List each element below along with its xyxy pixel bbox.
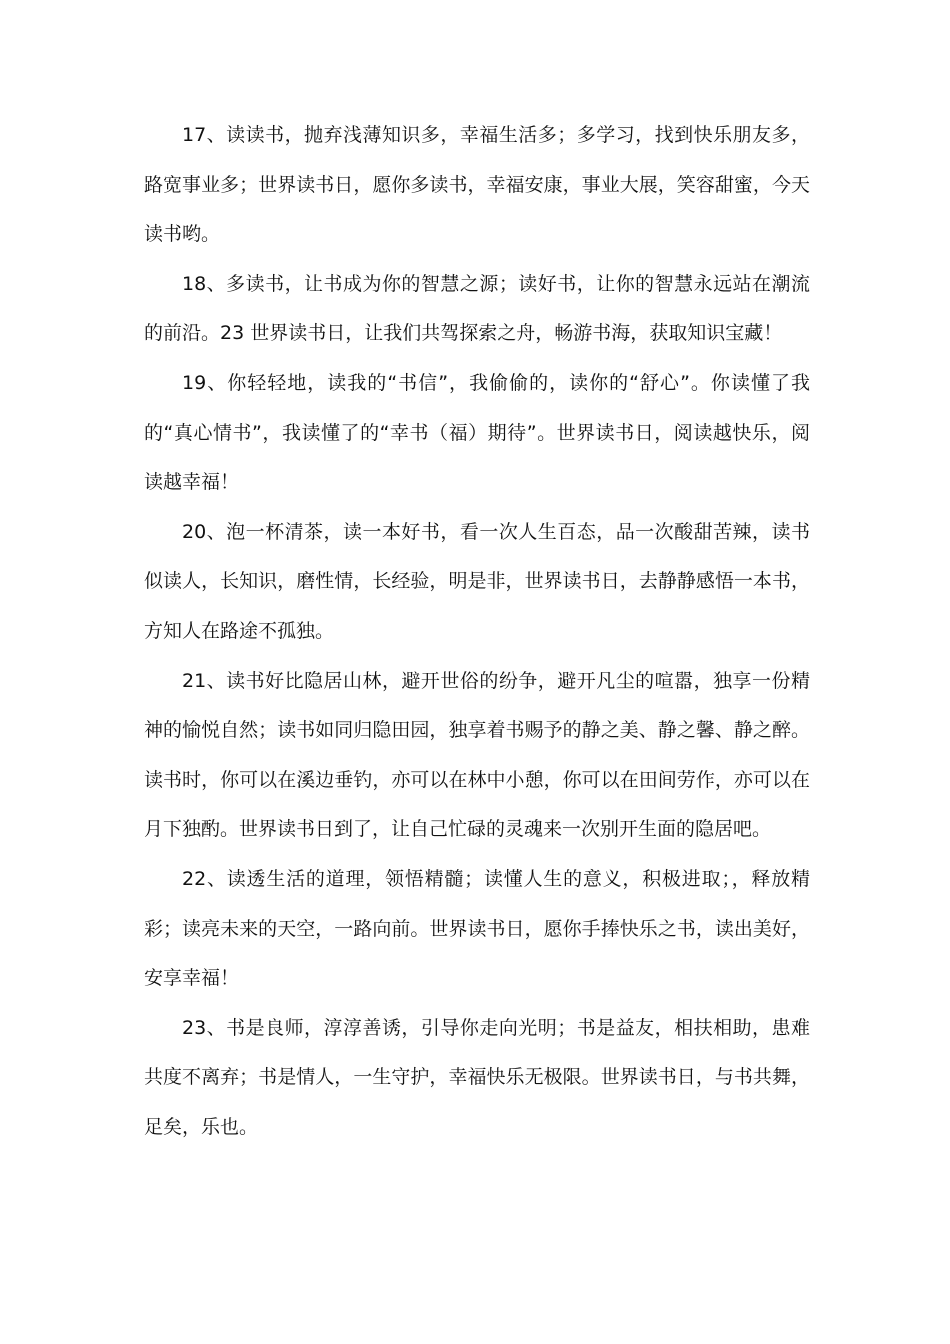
paragraph-19: 19、你轻轻地，读我的“书信”，我偷偷的，读你的“舒心”。你读懂了我的“真心情书”，我读懂了的“幸书（福）期待”。世界读书日，阅读越快乐，阅读越幸福！ bbox=[144, 371, 810, 494]
paragraph-23: 23、书是良师，淳淳善诱，引导你走向光明；书是益友，相扶相助，患难共度不离弃；书是情人，一生守护，幸福快乐无极限。世界读书日，与书共舞，足矣，乐也。 bbox=[144, 1016, 810, 1138]
paragraph-20: 20、泡一杯清茶，读一本好书，看一次人生百态，品一次酸甜苦辣，读书似读人，长知识，磨性情，长经验，明是非，世界读书日，去静静感悟一本书，方知人在路途不孤独。 bbox=[144, 520, 810, 642]
paragraph-18: 18、多读书，让书成为你的智慧之源；读好书，让你的智慧永远站在潮流的前沿。23 世界读书日，让我们共驾探索之舟，畅游书海，获取知识宝藏！ bbox=[144, 272, 810, 345]
paragraph-21: 21、读书好比隐居山林，避开世俗的纷争，避开凡尘的喧嚣，独享一份精神的愉悦自然；读书如同归隐田园，独享着书赐予的静之美、静之馨、静之醉。读书时，你可以在溪边垂钓，亦可以在林中小憩，你可以在田间劳作，亦可以在月下独酌。世界读书日到了，让自己忙碌的灵魂来一次别开生面的隐居吧。 bbox=[144, 669, 810, 841]
paragraph-22: 22、读透生活的道理，领悟精髓；读懂人生的意义，积极进取；，释放精彩；读亮未来的天空，一路向前。世界读书日，愿你手捧快乐之书，读出美好，安享幸福！ bbox=[144, 867, 810, 990]
document-body bbox=[144, 111, 810, 1152]
paragraph-17: 17、读读书，抛弃浅薄知识多，幸福生活多；多学习，找到快乐朋友多，路宽事业多；世界读书日，愿你多读书，幸福安康，事业大展，笑容甜蜜，今天读书哟。 bbox=[144, 124, 810, 246]
